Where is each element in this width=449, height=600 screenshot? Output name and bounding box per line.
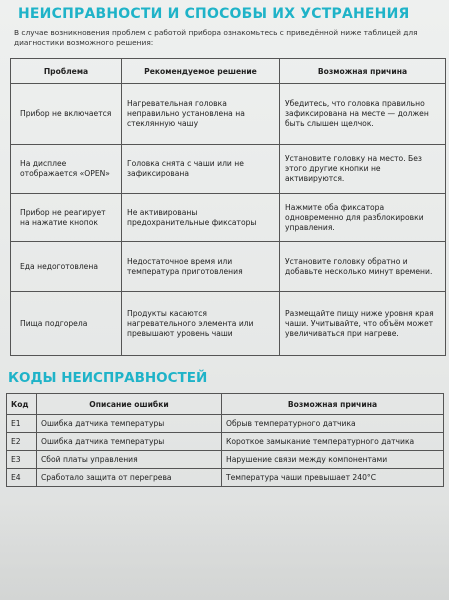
header-cause: Возможная причина — [222, 394, 444, 415]
problem-cell: На дисплее отображается «OPEN» — [11, 145, 122, 194]
table-row — [7, 433, 444, 451]
table-row — [11, 292, 446, 356]
section-title-troubleshooting: НЕИСПРАВНОСТИ И СПОСОБЫ ИХ УСТРАНЕНИЯ — [18, 6, 410, 22]
table-header-row — [7, 394, 444, 415]
header-solution: Рекомендуемое решение — [122, 59, 280, 84]
error-codes-table — [6, 393, 444, 487]
header-problem: Проблема — [11, 59, 122, 84]
description-cell: Сработало защита от перегрева — [37, 469, 222, 487]
table-row — [7, 415, 444, 433]
problem-cell: Прибор не реагирует на нажатие кнопок — [11, 194, 122, 242]
table-row — [11, 194, 446, 242]
solution-cell: Нагревательная головка неправильно установлена на стеклянную чашу — [122, 84, 280, 145]
cause-cell: Короткое замыкание температурного датчика — [222, 433, 444, 451]
header-description: Описание ошибки — [37, 394, 222, 415]
cause-cell: Установите головку обратно и добавьте несколько минут времени. — [280, 242, 446, 292]
description-cell: Ошибка датчика температуры — [37, 415, 222, 433]
header-code: Код — [7, 394, 37, 415]
solution-cell: Недостаточное время или температура приготовления — [122, 242, 280, 292]
table-row — [11, 145, 446, 194]
table-header-row — [11, 59, 446, 84]
cause-cell: Размещайте пищу ниже уровня края чаши. Учитывайте, что объём может увеличиваться при нагреве. — [280, 292, 446, 356]
cause-cell: Установите головку на место. Без этого другие кнопки не активируются. — [280, 145, 446, 194]
table-row — [7, 469, 444, 487]
table-row — [7, 451, 444, 469]
code-cell: E3 — [7, 451, 37, 469]
description-cell: Сбой платы управления — [37, 451, 222, 469]
solution-cell: Не активированы предохранительные фиксаторы — [122, 194, 280, 242]
cause-cell: Нажмите оба фиксатора одновременно для разблокировки управления. — [280, 194, 446, 242]
section-title-error-codes: КОДЫ НЕИСПРАВНОСТЕЙ — [8, 370, 208, 386]
intro-text: В случае возникновения проблем с работой прибора ознакомьтесь с приведённой ниже таблицей для диагностики возможного решения: — [14, 28, 418, 47]
solution-cell: Головка снята с чаши или не зафиксирована — [122, 145, 280, 194]
code-cell: E4 — [7, 469, 37, 487]
code-cell: E2 — [7, 433, 37, 451]
description-cell: Ошибка датчика температуры — [37, 433, 222, 451]
table-row — [11, 242, 446, 292]
problem-cell: Пища подгорела — [11, 292, 122, 356]
solution-cell: Продукты касаются нагревательного элемента или превышают уровень чаши — [122, 292, 280, 356]
problem-cell: Еда недоготовлена — [11, 242, 122, 292]
code-cell: E1 — [7, 415, 37, 433]
cause-cell: Температура чаши превышает 240°C — [222, 469, 444, 487]
cause-cell: Убедитесь, что головка правильно зафиксирована на месте — должен быть слышен щелчок. — [280, 84, 446, 145]
header-cause: Возможная причина — [280, 59, 446, 84]
troubleshooting-table — [10, 58, 446, 356]
table-row — [11, 84, 446, 145]
problem-cell: Прибор не включается — [11, 84, 122, 145]
cause-cell: Обрыв температурного датчика — [222, 415, 444, 433]
cause-cell: Нарушение связи между компонентами — [222, 451, 444, 469]
page-shadow — [0, 500, 449, 600]
